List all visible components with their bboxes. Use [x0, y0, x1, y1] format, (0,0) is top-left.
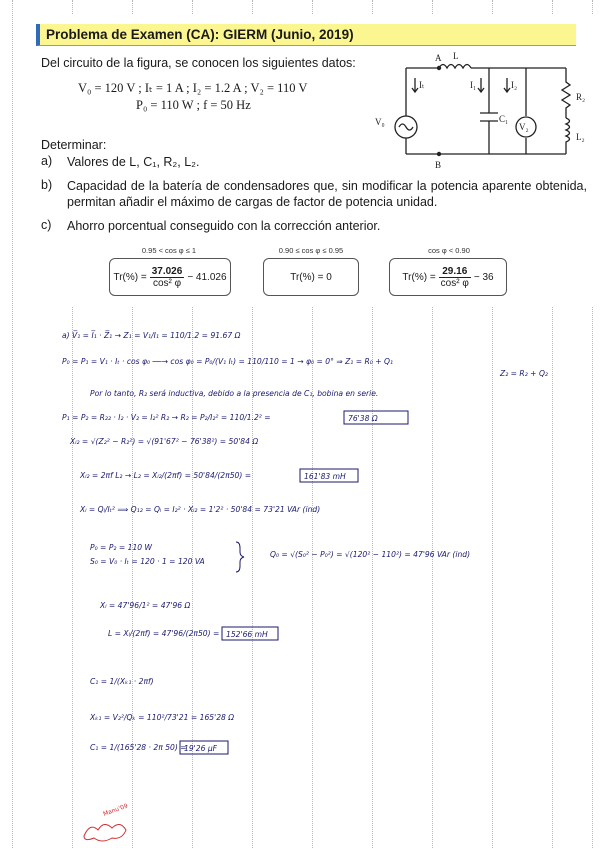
- current-i2-label: I₂: [511, 80, 518, 90]
- formula-3-box: [389, 258, 507, 296]
- inductor-l-coil: [439, 65, 471, 69]
- r2-label: R₂: [576, 92, 586, 102]
- formula-3-condition: cos φ < 0.90: [428, 246, 470, 255]
- source-sine: [399, 124, 413, 130]
- question-text: Valores de L, C₁, R₂, L₂.: [67, 155, 200, 169]
- current-i1-label: I₁: [470, 80, 477, 90]
- node-a-label: A: [435, 53, 442, 63]
- hw-line-2: P₀ = P₁ = V₁ · Iₜ · cos φ₀ ──→ cos φ₀ = P₀/(V₁ Iₜ) = 110/110 = 1 → φ₀ = 0° ⇒ Z₁ = R₀ + Q₁: [62, 357, 394, 366]
- answer-r2: 76'38 Ω: [348, 414, 378, 423]
- formula-numerator: 37.026: [151, 265, 183, 277]
- formula-2-condition: 0.90 ≤ cos φ ≤ 0.95: [278, 246, 344, 255]
- arrow-i1: [478, 78, 484, 92]
- problem-title: Problema de Examen (CA): GIERM (Junio, 2019): [46, 27, 354, 42]
- formula-text: Tr(%) = 0: [290, 271, 332, 283]
- formula-1-box: [109, 258, 231, 296]
- hw-line-3: Por lo tanto, R₂ será inductiva, debido a la presencia de C₁, bobina en serie.: [90, 389, 379, 398]
- inductor-l2-coil: [566, 118, 570, 154]
- data-line-1: V₀ = 120 V ; Iₜ = 1 A ; I₂ = 1.2 A ; V₂ = 110 V: [78, 81, 308, 95]
- signature-text: Manu'09: [102, 802, 129, 818]
- arrow-i2: [504, 78, 510, 92]
- question-text: Ahorro porcentual conseguido con la corrección anterior.: [67, 219, 381, 233]
- hw-line-6: Xₗ₂ = 2πf L₂ → L₂ = Xₗ₂/(2πf) = 50'84/(2π50) =: [80, 471, 252, 480]
- formula-2-box: [263, 258, 359, 296]
- exam-problem-sheet: [33, 14, 600, 306]
- node-b-label: B: [435, 160, 442, 170]
- arrow-it: [412, 78, 418, 92]
- source-label: V₀: [375, 117, 385, 127]
- brace-mark: [236, 542, 244, 572]
- hw-line-8b: S₀ = V₀ · Iₜ = 120 · 1 = 120 VA: [90, 557, 205, 566]
- hw-line-1: a) V̅₁ = I̅₁ · Z̅₁ → Z₁ = V₁/I₁ = 110/1.2 = 91.67 Ω: [62, 331, 241, 340]
- formula-denominator: cos² φ: [440, 277, 469, 289]
- inductor-l-label: L: [453, 51, 459, 61]
- signature-doodle: [84, 802, 129, 841]
- node-b-dot: [437, 152, 441, 156]
- circuit-diagram: [371, 50, 600, 180]
- l2-label: L₂: [576, 132, 585, 142]
- voltmeter-label: V₂: [519, 122, 529, 132]
- current-it-label: Iₜ: [419, 80, 425, 90]
- intro-text: Del circuito de la figura, se conocen los siguientes datos:: [41, 56, 356, 70]
- hw-line-4: P₁ = P₂ = R₂₂ · I₂ · V₂ = I₂² R₂ → R₂ = P₂/I₂² = 110/1.2² =: [62, 413, 271, 422]
- formula-fraction: [150, 266, 185, 289]
- hw-line-8a: P₀ = P₂ = 110 W: [90, 543, 153, 552]
- formula-fraction: [439, 266, 471, 289]
- capacitor-label: C₁: [499, 114, 509, 124]
- formula-rhs: − 41.026: [187, 271, 227, 283]
- answer-l: 152'66 mH: [226, 630, 268, 639]
- node-a-dot: [437, 66, 441, 70]
- question-letter: b): [41, 178, 53, 192]
- answer-l2: 161'83 mH: [304, 472, 346, 481]
- hw-line-11: C₁ = 1/(Xₖ₁ · 2πf): [90, 677, 154, 686]
- signature-stroke: [84, 824, 126, 841]
- hw-line-7: Xₗ = Qₗ/Iₜ² ⟹ Q₁₂ = Qₗ = I₂² · Xₗ₂ = 1'2² · 50'84 = 73'21 VAr (ind): [80, 505, 321, 514]
- question-text: Capacidad de la batería de condensadores que, sin modificar la potencia aparente obtenida, permitan añadir el máximo de cargas de factor de potencia unidad.: [67, 179, 587, 209]
- capacitor-plates: [480, 113, 498, 121]
- determinar-label: Determinar:: [41, 138, 107, 152]
- answer-c1: 19'26 μF: [184, 744, 218, 753]
- resistor-r2: [562, 68, 570, 118]
- hw-line-5: Xₗ₂ = √(Z₂² − R₂²) = √(91'67² − 76'38²) = 50'84 Ω: [70, 437, 259, 446]
- hw-line-13: C₁ = 1/(165'28 · 2π 50) =: [90, 743, 187, 752]
- hw-line-2b: Z₂ = R₂ + Q₂: [500, 369, 548, 378]
- data-line-2: P₀ = 110 W ; f = 50 Hz: [136, 98, 251, 112]
- hw-line-9: Xₗ = 47'96/1² = 47'96 Ω: [100, 601, 191, 610]
- formula-numerator: 29.16: [439, 266, 471, 278]
- question-letter: c): [41, 218, 52, 232]
- hw-line-10: L = Xₗ/(2πf) = 47'96/(2π50) =: [108, 629, 220, 638]
- hw-line-8c: Q₀ = √(S₀² − P₀²) = √(120² − 110²) = 47'96 VAr (ind): [270, 550, 471, 559]
- hw-line-12: Xₖ₁ = V₂²/Qₖ = 110²/73'21 = 165'28 Ω: [90, 713, 235, 722]
- formula-1-condition: 0.95 < cos φ ≤ 1: [141, 246, 197, 255]
- handwriting-canvas: [0, 306, 600, 848]
- formula-rhs: − 36: [473, 271, 494, 283]
- formula-lhs: Tr(%) =: [402, 271, 436, 283]
- formula-denominator: cos² φ: [152, 277, 182, 289]
- question-letter: a): [41, 154, 53, 168]
- problem-title-bar: [36, 24, 576, 46]
- formula-lhs: Tr(%) =: [113, 271, 147, 283]
